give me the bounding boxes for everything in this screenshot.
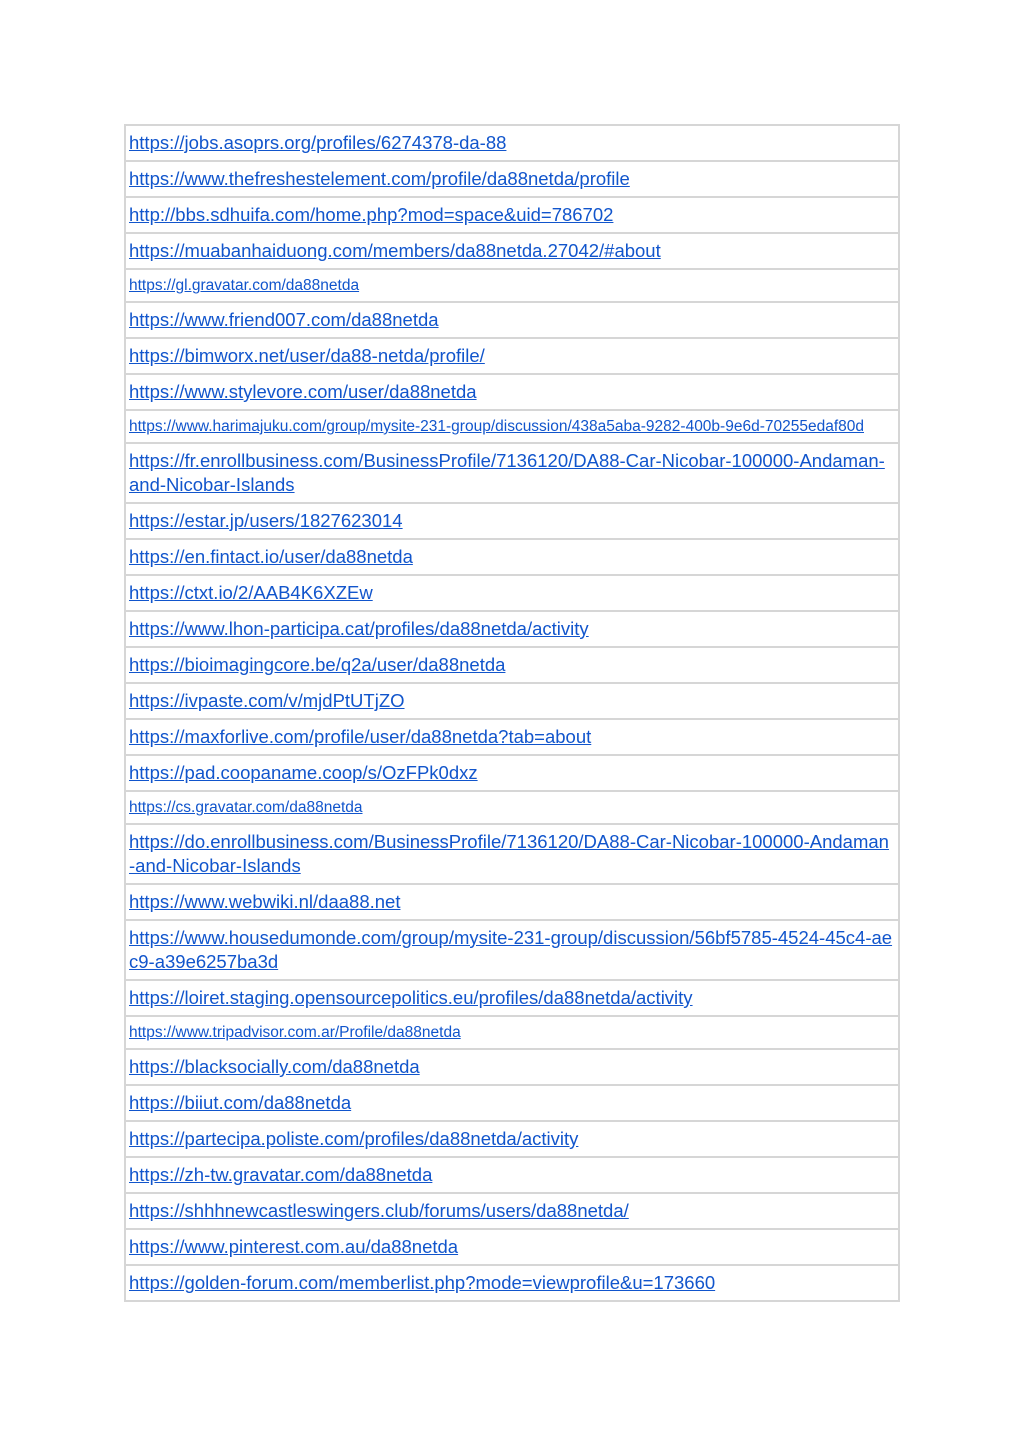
table-row: [125, 683, 899, 719]
link-cell: [125, 269, 899, 302]
link-cell: [125, 1016, 899, 1049]
link-cell: [125, 884, 899, 920]
profile-link[interactable]: https://muabanhaiduong.com/members/da88netda.27042/#about: [129, 240, 661, 261]
profile-link[interactable]: https://shhhnewcastleswingers.club/forums/users/da88netda/: [129, 1200, 629, 1221]
profile-link[interactable]: https://blacksocially.com/da88netda: [129, 1056, 420, 1077]
table-row: [125, 269, 899, 302]
link-cell: [125, 1193, 899, 1229]
profile-link[interactable]: https://www.webwiki.nl/daa88.net: [129, 891, 401, 912]
profile-link[interactable]: https://www.friend007.com/da88netda: [129, 309, 439, 330]
profile-link[interactable]: https://golden-forum.com/memberlist.php?mode=viewprofile&u=173660: [129, 1272, 716, 1293]
table-row: [125, 410, 899, 443]
profile-link[interactable]: https://bioimagingcore.be/q2a/user/da88netda: [129, 654, 506, 675]
table-row: [125, 755, 899, 791]
link-cell: [125, 575, 899, 611]
profile-link[interactable]: https://partecipa.poliste.com/profiles/da88netda/activity: [129, 1128, 579, 1149]
link-cell: [125, 791, 899, 824]
link-cell: [125, 1229, 899, 1265]
profile-link[interactable]: https://www.harimajuku.com/group/mysite-231-group/discussion/438a5aba-9282-400b-9e6d-70255edaf80d: [129, 418, 864, 435]
table-row: [125, 647, 899, 683]
table-row: [125, 824, 899, 884]
link-cell: [125, 1157, 899, 1193]
table-row: [125, 611, 899, 647]
link-table-body: [125, 125, 899, 1301]
profile-link[interactable]: https://www.stylevore.com/user/da88netda: [129, 381, 477, 402]
link-cell: [125, 611, 899, 647]
table-row: [125, 1157, 899, 1193]
table-row: [125, 374, 899, 410]
link-cell: [125, 1265, 899, 1301]
link-cell: [125, 755, 899, 791]
link-cell: [125, 1085, 899, 1121]
profile-link[interactable]: https://jobs.asoprs.org/profiles/6274378-da-88: [129, 132, 507, 153]
profile-link[interactable]: https://zh-tw.gravatar.com/da88netda: [129, 1164, 433, 1185]
table-row: [125, 1016, 899, 1049]
link-cell: [125, 920, 899, 980]
link-cell: [125, 539, 899, 575]
link-cell: [125, 302, 899, 338]
link-cell: [125, 647, 899, 683]
table-row: [125, 503, 899, 539]
link-cell: [125, 338, 899, 374]
link-cell: [125, 683, 899, 719]
table-row: [125, 539, 899, 575]
profile-link[interactable]: https://en.fintact.io/user/da88netda: [129, 546, 413, 567]
profile-link[interactable]: https://pad.coopaname.coop/s/OzFPk0dxz: [129, 762, 478, 783]
profile-link[interactable]: https://www.pinterest.com.au/da88netda: [129, 1236, 459, 1257]
profile-link[interactable]: https://estar.jp/users/1827623014: [129, 510, 403, 531]
profile-link[interactable]: https://www.tripadvisor.com.ar/Profile/da88netda: [129, 1024, 461, 1041]
table-row: [125, 161, 899, 197]
table-row: [125, 125, 899, 161]
link-table: [124, 124, 900, 1302]
link-cell: [125, 410, 899, 443]
profile-link[interactable]: https://gl.gravatar.com/da88netda: [129, 277, 360, 294]
link-cell: [125, 503, 899, 539]
link-cell: [125, 197, 899, 233]
link-cell: [125, 374, 899, 410]
profile-link[interactable]: https://www.thefreshestelement.com/profile/da88netda/profile: [129, 168, 630, 189]
link-cell: [125, 233, 899, 269]
table-row: [125, 719, 899, 755]
link-cell: [125, 719, 899, 755]
table-row: [125, 1229, 899, 1265]
table-row: [125, 1049, 899, 1085]
table-row: [125, 920, 899, 980]
profile-link[interactable]: https://biiut.com/da88netda: [129, 1092, 352, 1113]
table-row: [125, 197, 899, 233]
link-cell: [125, 161, 899, 197]
table-row: [125, 338, 899, 374]
profile-link[interactable]: http://bbs.sdhuifa.com/home.php?mod=space&uid=786702: [129, 204, 614, 225]
profile-link[interactable]: https://www.lhon-participa.cat/profiles/da88netda/activity: [129, 618, 589, 639]
profile-link[interactable]: https://ctxt.io/2/AAB4K6XZEw: [129, 582, 373, 603]
table-row: [125, 443, 899, 503]
link-cell: [125, 824, 899, 884]
table-row: [125, 1085, 899, 1121]
profile-link[interactable]: https://do.enrollbusiness.com/BusinessProfile/7136120/DA88-Car-Nicobar-100000-Andaman-and-Nicobar-Islands: [129, 831, 889, 876]
profile-link[interactable]: https://ivpaste.com/v/mjdPtUTjZO: [129, 690, 405, 711]
link-cell: [125, 125, 899, 161]
table-row: [125, 1265, 899, 1301]
profile-link[interactable]: https://cs.gravatar.com/da88netda: [129, 799, 363, 816]
profile-link[interactable]: https://loiret.staging.opensourcepolitics.eu/profiles/da88netda/activity: [129, 987, 693, 1008]
table-row: [125, 233, 899, 269]
table-row: [125, 302, 899, 338]
link-cell: [125, 443, 899, 503]
link-cell: [125, 980, 899, 1016]
table-row: [125, 884, 899, 920]
link-cell: [125, 1121, 899, 1157]
profile-link[interactable]: https://fr.enrollbusiness.com/BusinessProfile/7136120/DA88-Car-Nicobar-100000-Andaman-and-Nicobar-Islands: [129, 450, 885, 495]
table-row: [125, 1121, 899, 1157]
table-row: [125, 575, 899, 611]
table-row: [125, 791, 899, 824]
profile-link[interactable]: https://maxforlive.com/profile/user/da88netda?tab=about: [129, 726, 592, 747]
link-cell: [125, 1049, 899, 1085]
profile-link[interactable]: https://www.housedumonde.com/group/mysite-231-group/discussion/56bf5785-4524-45c4-aec9-a39e6257ba3d: [129, 927, 893, 972]
table-row: [125, 980, 899, 1016]
profile-link[interactable]: https://bimworx.net/user/da88-netda/profile/: [129, 345, 485, 366]
table-row: [125, 1193, 899, 1229]
